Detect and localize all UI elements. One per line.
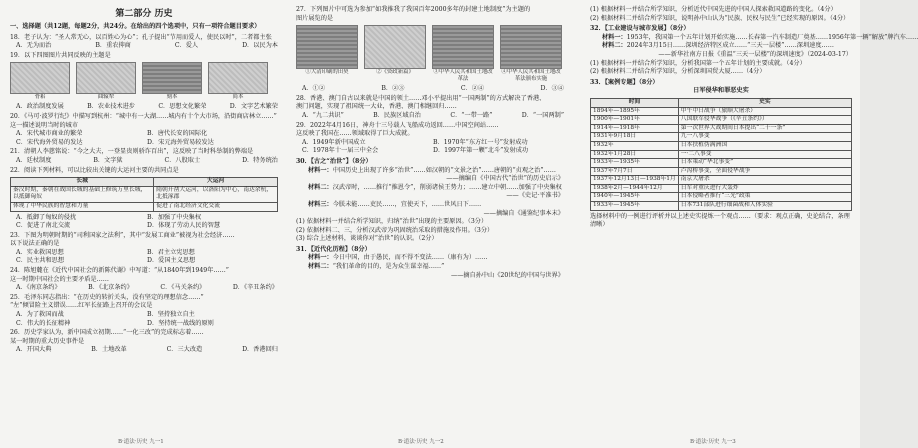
table-cell: 1937年12月13日—1938年1月 bbox=[591, 176, 679, 185]
table-header: 大运河 bbox=[154, 178, 278, 187]
q18-options bbox=[10, 42, 278, 51]
table-row bbox=[591, 124, 852, 133]
table-header: 史实 bbox=[678, 98, 851, 107]
page-footer: B·道法·历史 九一1 bbox=[118, 439, 164, 445]
q23-line: 以下说法正确的是 bbox=[10, 240, 60, 248]
image-3 bbox=[142, 62, 202, 101]
q24-options bbox=[10, 284, 278, 293]
option-b: B．②③ bbox=[381, 85, 405, 93]
material-text: 今朕未能……吏民……，宜使天下，……世风日下…… bbox=[332, 200, 482, 208]
q26-options bbox=[10, 346, 278, 355]
option-b: B．1970年“东方红一号”发射成功 bbox=[433, 138, 528, 146]
material-text: 1953年，我国第一个五年计划开始实施……长春第一汽车制造厂奠基……1956年第一辆“解放”牌汽车…… bbox=[626, 33, 918, 41]
table-cell: 1900年—1901年 bbox=[591, 116, 679, 125]
option-c: C．民主共和思想 bbox=[16, 257, 65, 265]
option-a: A．无为而治 bbox=[16, 42, 52, 50]
caption: 简本 bbox=[232, 94, 244, 101]
material-label: 材料一： bbox=[602, 33, 627, 41]
q21-options bbox=[10, 157, 278, 166]
q33-table-title: 日军侵华和罪恶史实 bbox=[693, 87, 749, 95]
option-c: C．1978年十一届三中全会 bbox=[302, 147, 379, 155]
q30-heading: 30．【古之“治世”】（8分） bbox=[296, 157, 372, 165]
q24-line: 24．陈旭麓在《近代中国社会的新陈代谢》中写道：“从1840年到1949年……” bbox=[10, 267, 229, 275]
book-image bbox=[364, 25, 426, 69]
q27-images bbox=[296, 25, 564, 83]
material-label: 材料三： bbox=[308, 200, 333, 208]
table-cell: 日本侵略者推行“三光”政策 bbox=[678, 193, 851, 202]
q30-subquestion: (2) 依据材料二、三，分析汉武帝为巩固统治采取的措施及作用。（3分） bbox=[296, 226, 494, 234]
option-a: A．抵御了匈奴的侵扰 bbox=[16, 213, 77, 221]
page-footer: B·道法·历史 九一3 bbox=[690, 439, 736, 445]
material-label: 材料二： bbox=[308, 183, 333, 191]
option-a: A．开国大典 bbox=[16, 346, 52, 354]
bone-tool-image bbox=[10, 62, 70, 94]
caption: ①大清印刷的田契 bbox=[305, 69, 349, 76]
q31-material-2 bbox=[296, 263, 564, 272]
q25-line: 25．毛泽东同志指出：“在历史的转折关头，没有坚定的理想信念……” bbox=[10, 293, 204, 301]
option-b: B．君主立宪思想 bbox=[147, 248, 195, 256]
option-b: B．加强了中央集权 bbox=[147, 213, 202, 221]
q31-source: ——摘自孙中山《20世纪的中国与世界》 bbox=[450, 271, 564, 279]
q27-line: 图片展览的是 bbox=[296, 14, 334, 22]
table-row bbox=[591, 133, 852, 142]
table-cell: 1937年7月7日 bbox=[591, 167, 679, 176]
q23-options bbox=[10, 249, 278, 266]
option-a: A．《南京条约》 bbox=[16, 284, 61, 292]
column-middle bbox=[296, 6, 564, 280]
image-4 bbox=[500, 25, 562, 83]
table-row bbox=[591, 176, 852, 185]
table-cell: 1932年1月28日 bbox=[591, 150, 679, 159]
table-header: 时间 bbox=[591, 98, 679, 107]
q26-line: 某一时期的重大历史事件是 bbox=[10, 337, 85, 345]
option-d: D．香港回归 bbox=[242, 346, 278, 354]
table-cell: 日本扶植伪满洲国 bbox=[678, 141, 851, 150]
q29-line: 这反映了我国在……领域取得了巨大成就。 bbox=[296, 130, 414, 138]
image-2 bbox=[76, 62, 136, 101]
option-a: A．宋代城市商业的繁荣 bbox=[16, 130, 83, 138]
option-c: C．八股取士 bbox=[164, 156, 201, 164]
table-row bbox=[11, 186, 278, 202]
table-row bbox=[591, 193, 852, 202]
table-cell: 1932年 bbox=[591, 141, 679, 150]
option-c: C．宋代海外贸易的发达 bbox=[16, 138, 83, 146]
option-b: B．重农抑商 bbox=[95, 42, 131, 50]
table-cell: 体现了中华民族的智慧和力量 bbox=[11, 202, 154, 211]
q24-line: 这一时期中国社会的主要矛盾是…… bbox=[10, 275, 109, 283]
option-d: D．1997年第一颗“北斗”发射成功 bbox=[433, 147, 529, 155]
q28-options bbox=[296, 112, 564, 121]
option-d: D．宋元海外贸易较发达 bbox=[147, 138, 214, 146]
q30-source-2: ——《史记·平准书》 bbox=[506, 192, 564, 200]
q31-material-1 bbox=[296, 254, 564, 263]
material-text: “我们革命的目的，是为众生谋幸福……” bbox=[332, 263, 445, 271]
table-header: 长城 bbox=[11, 178, 154, 187]
option-a: A．①② bbox=[302, 85, 326, 93]
table-cell: 日本731部队进行细菌战和人体实验 bbox=[678, 202, 851, 211]
table-cell: 1940年—1945年 bbox=[591, 193, 679, 202]
material-text: 中国历史上出现了许多“治世”……如汉朝的“文景之治”……唐朝的“贞观之治”…… bbox=[332, 166, 556, 174]
bamboo-slip-image bbox=[208, 62, 268, 94]
table-cell: 第一次世界大战期间日本提出“二十一条” bbox=[678, 124, 851, 133]
table-row bbox=[591, 141, 852, 150]
q32-subquestion: (2) 根据材料二并结合所学知识，分析深圳国贸大厦……（4分） bbox=[590, 68, 766, 76]
option-d: D．特务统治 bbox=[242, 156, 278, 164]
option-c: C．②④ bbox=[460, 85, 485, 93]
column-left bbox=[10, 6, 278, 355]
option-a: A．为了救国而战 bbox=[16, 311, 64, 319]
table-cell: 隋朝开凿大运河，以洛阳为中心，南达余杭，北抵涿郡 bbox=[154, 186, 278, 202]
option-b: B．文字狱 bbox=[93, 156, 123, 164]
q21-line: 21．清朝人李慈铭说：“今之大夫，一登显贵则骄诈百出”，这反映了当时科举制的弊端是 bbox=[10, 148, 254, 156]
woodblock-image bbox=[142, 62, 202, 94]
table-row bbox=[591, 150, 852, 159]
option-d: D．体现了劳动人民的智慧 bbox=[147, 222, 221, 230]
option-c: C．爱人 bbox=[174, 42, 199, 50]
table-cell: 卢沟桥事变，全面侵华战争 bbox=[678, 167, 851, 176]
q30-subquestion: (3) 综合上述材料，谈谈你对“治世”的认识。（2分） bbox=[296, 235, 438, 243]
q20-options bbox=[10, 130, 278, 147]
law-document-image bbox=[432, 25, 494, 69]
material-label: 材料二： bbox=[308, 263, 333, 271]
q22-options bbox=[10, 214, 278, 231]
option-b: B．民族区域自治 bbox=[373, 111, 421, 119]
q22-stem: 22．阅读下列材料，可以比较出关键的大运河主要的共同点是 bbox=[10, 166, 179, 174]
option-a: A．实业救国思想 bbox=[16, 248, 64, 256]
table-row bbox=[591, 159, 852, 168]
option-d: D．《辛丑条约》 bbox=[232, 284, 278, 292]
q19-stem: 19．以下四图图片共同反映的主题是 bbox=[10, 51, 111, 59]
option-a: A．政治制度发展 bbox=[16, 103, 64, 111]
q30-material-1 bbox=[296, 167, 564, 176]
option-d: D．坚持统一战线的原则 bbox=[147, 319, 214, 327]
q33-table bbox=[590, 98, 852, 211]
option-b: B．农业技术进步 bbox=[87, 103, 135, 111]
q29-line: 29．2022年4月16日，神舟十三号载人飞船成功返回……中国空间站…… bbox=[296, 121, 499, 129]
q25-options bbox=[10, 311, 278, 328]
q31-subquestion: (1) 根据材料一并结合所学知识，分析近代中国先进的中国人探索救国道路的变化。（4分） bbox=[590, 6, 837, 13]
material-text: 汉武帝时，……推行“推恩令”，削弱诸侯王势力；……建立中朝……加强了中央集权 bbox=[332, 183, 562, 191]
section-title: 第二部分 历史 bbox=[115, 9, 173, 19]
table-row bbox=[591, 107, 852, 116]
table-cell: 甲午中日战争（旅顺大屠杀） bbox=[678, 107, 851, 116]
q30-material-3 bbox=[296, 201, 564, 210]
q31-heading: 31．【近代化历程】（8分） bbox=[296, 245, 371, 253]
q32-subquestion: (1) 根据材料一并结合所学知识，分析我国第一个五年计划的主要成就。（4分） bbox=[590, 59, 806, 67]
q27-options bbox=[296, 85, 564, 94]
table-row bbox=[591, 202, 852, 211]
image-2 bbox=[364, 25, 426, 83]
q28-line: 28．香港、澳门自古以来就是中国的领土……邓小平提出用“一国两制”的方式解决了香港、 bbox=[296, 94, 546, 102]
q33-question: 选择材料中的一例进行评析并以上述史实提炼一个观点……（要求：观点正确，史论结合，条理清晰） bbox=[590, 212, 850, 229]
caption: ④中华人民共和国土地改革法颁布实施 bbox=[501, 69, 561, 83]
image-3 bbox=[432, 25, 494, 83]
option-c: C．思想文化繁荣 bbox=[158, 103, 207, 111]
q33-heading: 33．【案例专题】（8分） bbox=[590, 78, 659, 86]
caption: 骨耜 bbox=[34, 94, 46, 101]
option-d: D．爱国主义思想 bbox=[147, 257, 196, 265]
table-row bbox=[11, 202, 278, 211]
material-text: 今日中国，由于愚民，而不得不变法……（康有为）…… bbox=[332, 254, 488, 262]
table-cell: 一·二八事变 bbox=[678, 150, 851, 159]
q32-heading: 32．【工业建设与城市发展】（8分） bbox=[590, 25, 690, 33]
table-row bbox=[591, 116, 852, 125]
table-row bbox=[591, 167, 852, 176]
instructions: 一、选择题（共12题，每题2分，共24分。在给出的四个选项中，只有一项符合题目要求） bbox=[10, 23, 261, 30]
q20-line: 20．《马可·波罗行纪》中描写到杭州：“城中有一大湖……城内有十个大市场，沿街商店林立……” bbox=[10, 112, 277, 120]
option-b: B．坚持独立自主 bbox=[147, 311, 195, 319]
caption: ②《资政新篇》 bbox=[376, 69, 414, 76]
table-cell: 1931年9月18日 bbox=[591, 133, 679, 142]
page-footer: B·道法·历史 九一2 bbox=[398, 439, 444, 445]
q22-table bbox=[10, 177, 278, 211]
table-cell: 1933年—1945年 bbox=[591, 202, 679, 211]
q28-line: 澳门问题，实现了祖国统一大业，香港、澳门相继回归…… bbox=[296, 103, 457, 111]
option-a: A．“九二共识” bbox=[302, 111, 344, 119]
caption: ③中华人民共和国土地改革法 bbox=[433, 69, 493, 83]
table-cell: 八国联军侵华战争（《辛丑条约》） bbox=[678, 116, 851, 125]
material-text: 2024年3月15日……深圳经济特区成立……“三天一层楼”……深圳速度…… bbox=[626, 42, 834, 50]
option-a: A．1949年新中国成立 bbox=[302, 138, 366, 146]
q25-line: “左”倾冒险主义错误……红军长征路上召开的会议是 bbox=[10, 302, 153, 310]
table-cell: 日军对重庆进行大轰炸 bbox=[678, 184, 851, 193]
plow-image bbox=[76, 62, 136, 94]
table-cell: 秦汉时期，秦朝在战国长城的基础上修筑万里长城，以抵御匈奴 bbox=[11, 186, 154, 202]
q31-subquestion: (2) 根据材料二并结合所学知识，说明孙中山认为“民族、民权与民生”已经实现的原因。（4分） bbox=[590, 14, 850, 22]
option-d: D．文字艺术繁荣 bbox=[229, 103, 278, 111]
column-right bbox=[590, 6, 918, 230]
table-cell: 1914年—1918年 bbox=[591, 124, 679, 133]
q29-options bbox=[296, 139, 564, 156]
material-label: 材料一： bbox=[308, 254, 333, 262]
crowd-photo-image bbox=[500, 25, 562, 69]
q30-source-3: ——摘编自《通鉴纪事本末》 bbox=[483, 209, 564, 217]
image-1 bbox=[296, 25, 358, 83]
table-cell: 九一八事变 bbox=[678, 133, 851, 142]
table-cell: 1933年—1935年 bbox=[591, 159, 679, 168]
material-label: 材料一： bbox=[308, 166, 333, 174]
table-cell: 日本策动“华北事变” bbox=[678, 159, 851, 168]
land-deed-image bbox=[296, 25, 358, 69]
q27-line: 27．下列图片中可选为参加“如我推我了我国百年2000多年的封建土地制度”为主题的 bbox=[296, 6, 531, 13]
option-b: B．《北京条约》 bbox=[88, 284, 133, 292]
image-1 bbox=[10, 62, 70, 101]
q19-options bbox=[10, 103, 278, 112]
q20-line: 这一描述说明当时的城市 bbox=[10, 121, 79, 129]
q19-images bbox=[10, 62, 278, 101]
option-c: C．《马关条约》 bbox=[160, 284, 206, 292]
q26-line: 26．历史学家认为，新中国成立初期……“一化三改”的完成标志着…… bbox=[10, 329, 204, 337]
caption: 刻本 bbox=[166, 94, 178, 101]
table-cell: 1894年—1895年 bbox=[591, 107, 679, 116]
q32-source: ——新华社南方日报《重温“三天一层楼”的深圳速度》（2024-03-17） bbox=[658, 50, 852, 58]
option-d: D．以民为本 bbox=[242, 42, 278, 50]
option-d: D．“一国两制” bbox=[521, 111, 564, 119]
q32-material-2 bbox=[590, 42, 852, 51]
q30-subquestion: (1) 依据材料一并结合所学知识，归纳“治世”出现的主要原因。（3分） bbox=[296, 218, 488, 226]
option-b: B．唐代长安的国际化 bbox=[147, 130, 208, 138]
material-label: 材料二： bbox=[602, 42, 627, 50]
image-4 bbox=[208, 62, 268, 101]
table-cell: 1938年2月—1944年12月 bbox=[591, 184, 679, 193]
option-c: C．“一带一路” bbox=[450, 111, 493, 119]
option-b: B．土地改革 bbox=[91, 346, 127, 354]
option-d: D．③④ bbox=[540, 85, 564, 93]
table-cell: 南京大屠杀 bbox=[678, 176, 851, 185]
q23-line: 23．下图为明朝时期的“司利国家之法利”，其中“发展工商业”被视为社会经济…… bbox=[10, 231, 235, 239]
option-a: A．廷杖制度 bbox=[16, 156, 52, 164]
caption: 曲辕犁 bbox=[97, 94, 115, 101]
table-cell: 促进了南北经济文化交流 bbox=[154, 202, 278, 211]
q30-source-1: ——摘编自《中国古代“治世”的历史启示》 bbox=[446, 175, 564, 183]
q18-stem: 18．老子认为：“圣人常无心，以百姓心为心”；孔子提出“节用而爱人，使民以时”，二者都主张 bbox=[10, 33, 272, 41]
option-c: C．三大改造 bbox=[166, 346, 203, 354]
table-row bbox=[591, 184, 852, 193]
option-c: C．促进了南北交流 bbox=[16, 222, 71, 230]
option-c: C．伟大的长征精神 bbox=[16, 319, 71, 327]
